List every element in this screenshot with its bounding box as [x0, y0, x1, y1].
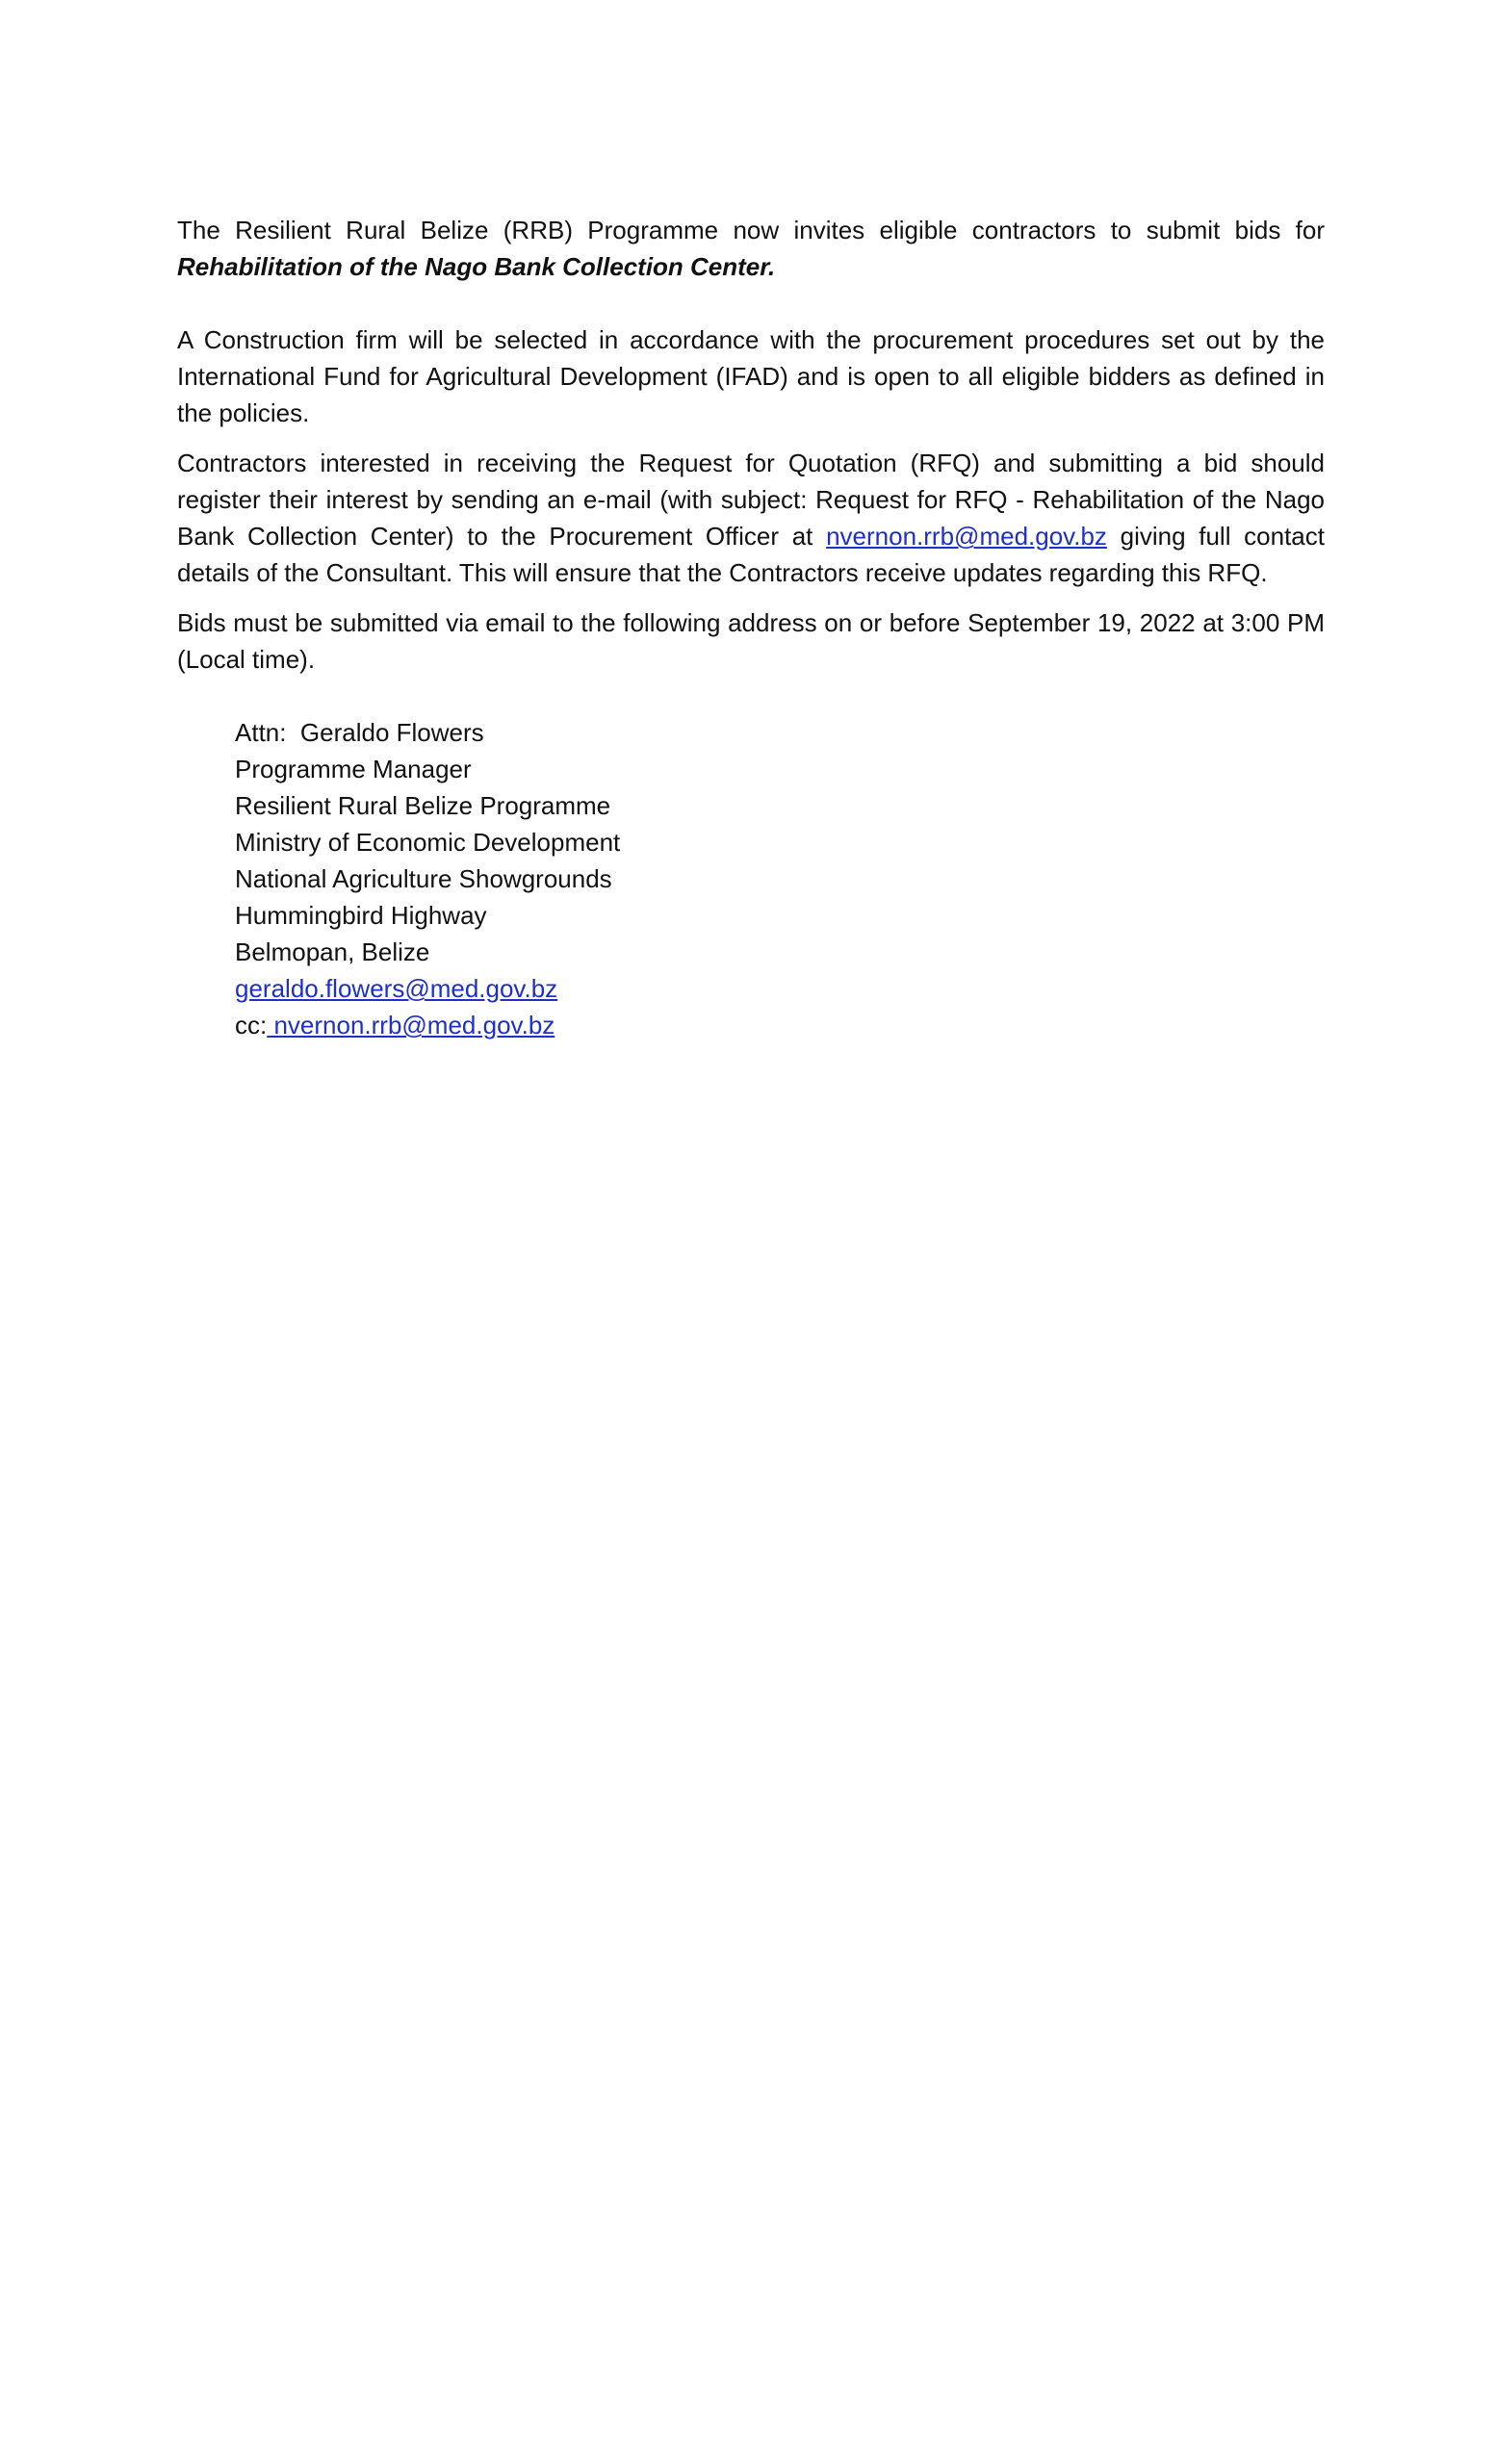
address-block	[235, 714, 1325, 1043]
registration-text-before: Contractors interested in receiving the Request for Quotation (RFQ) and submitting a bid should register their interest by sending an e-mail (with subject: Request for RFQ - Rehabilitation of the Nago Bank Collection Center) to the Procurement Officer at	[177, 449, 1325, 551]
address-attn: Attn: Geraldo Flowers	[235, 718, 484, 747]
address-venue: National Agriculture Showgrounds	[235, 864, 612, 893]
address-city: Belmopan, Belize	[235, 937, 430, 966]
registration-paragraph	[177, 445, 1325, 591]
manager-email-link[interactable]: geraldo.flowers@med.gov.bz	[235, 974, 558, 1003]
address-email-line	[235, 970, 1325, 1007]
project-title: Rehabilitation of the Nago Bank Collection Center.	[177, 252, 776, 281]
document-body	[177, 212, 1325, 1043]
selection-text: A Construction firm will be selected in accordance with the procurement procedures set out by the International Fund for Agricultural Development (IFAD) and is open to all eligible bidders as defined in the policies.	[177, 325, 1325, 427]
address-ministry: Ministry of Economic Development	[235, 828, 621, 857]
registration-text-after: giving full contact details of the Consultant. This will ensure that the Contractors receive updates regarding this RFQ.	[177, 522, 1325, 587]
address-cc-line	[235, 1007, 1325, 1043]
address-road: Hummingbird Highway	[235, 901, 487, 930]
selection-paragraph	[177, 321, 1325, 431]
procurement-email-link[interactable]: nvernon.rrb@med.gov.bz	[826, 522, 1107, 551]
address-programme: Resilient Rural Belize Programme	[235, 791, 611, 820]
cc-email-link[interactable]: nvernon.rrb@med.gov.bz	[267, 1011, 555, 1040]
intro-text: The Resilient Rural Belize (RRB) Programme now invites eligible contractors to submit bids for	[177, 216, 1325, 244]
intro-paragraph	[177, 212, 1325, 285]
submission-paragraph	[177, 604, 1325, 678]
address-title: Programme Manager	[235, 755, 472, 783]
submission-text: Bids must be submitted via email to the following address on or before September 19, 2022 at 3:00 PM (Local time).	[177, 608, 1325, 674]
cc-label: cc:	[235, 1011, 268, 1040]
